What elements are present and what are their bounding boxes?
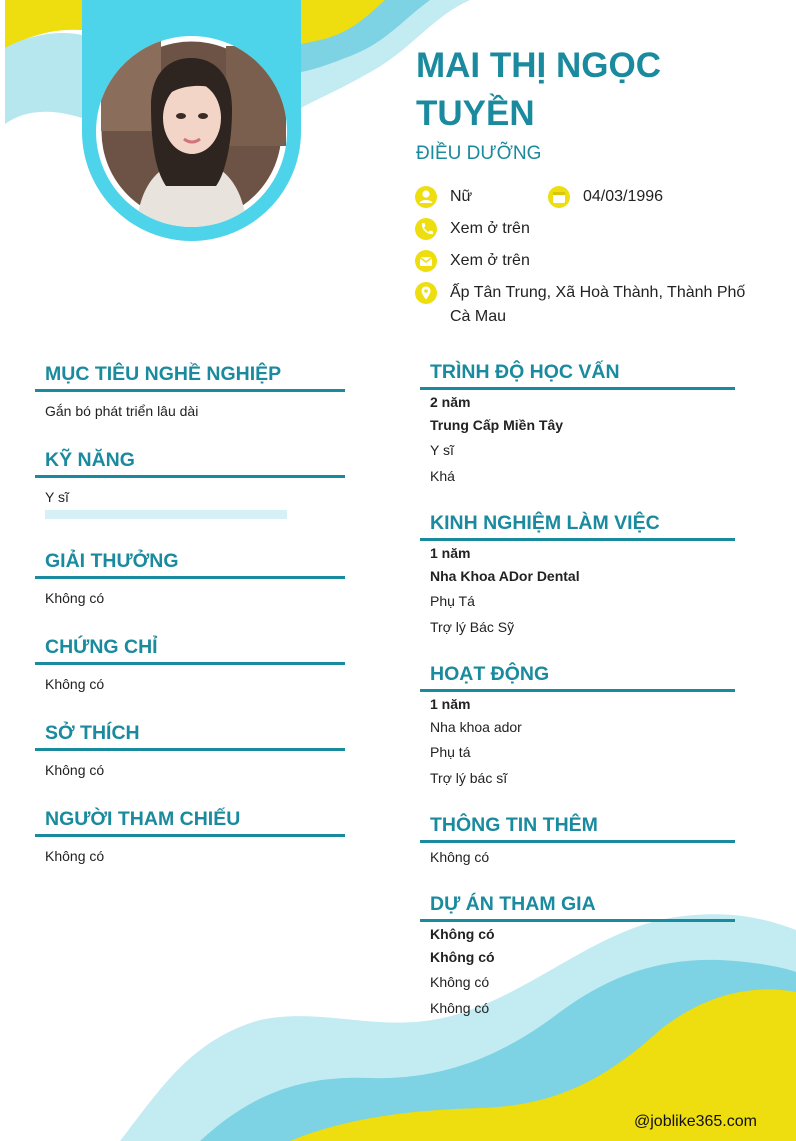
gender-value: Nữ <box>450 188 473 205</box>
extra-info-title: THÔNG TIN THÊM <box>430 814 598 836</box>
experience-role: Phụ Tá <box>430 593 475 609</box>
objective-text: Gắn bó phát triển lâu dài <box>45 403 199 419</box>
experience-divider <box>420 538 735 541</box>
projects-title: DỰ ÁN THAM GIA <box>430 893 596 915</box>
extra-info-text: Không có <box>430 849 490 865</box>
phone-row <box>414 217 714 241</box>
address-row <box>414 281 774 331</box>
projects-line-1: Không có <box>430 926 495 942</box>
gender-row <box>414 185 544 209</box>
skills-title: KỸ NĂNG <box>45 449 135 471</box>
candidate-position: ĐIỀU DƯỠNG <box>416 143 542 164</box>
activities-description: Trợ lý bác sĩ <box>430 770 508 786</box>
birthday-value: 04/03/1996 <box>583 188 664 205</box>
skills-divider <box>35 475 345 478</box>
projects-line-4: Không có <box>430 1000 490 1016</box>
hobbies-divider <box>35 748 345 751</box>
activities-duration: 1 năm <box>430 696 471 712</box>
mail-icon <box>414 249 438 273</box>
projects-divider <box>420 919 735 922</box>
extra-info-divider <box>420 840 735 843</box>
candidate-name: MAI THỊ NGỌC TUYỀN <box>416 46 661 133</box>
email-row <box>414 249 714 273</box>
objective-divider <box>35 389 345 392</box>
top-left-blue-wave <box>5 33 82 124</box>
awards-divider <box>35 576 345 579</box>
calendar-icon <box>547 185 571 209</box>
education-grade: Khá <box>430 468 455 484</box>
education-divider <box>420 387 735 390</box>
references-divider <box>35 834 345 837</box>
experience-duration: 1 năm <box>430 545 471 561</box>
references-title: NGƯỜI THAM CHIẾU <box>45 808 241 830</box>
education-title: TRÌNH ĐỘ HỌC VẤN <box>430 361 620 383</box>
email-value[interactable]: Xem ở trên <box>450 252 530 269</box>
hobbies-title: SỞ THÍCH <box>45 722 140 744</box>
phone-icon <box>414 217 438 241</box>
experience-description: Trợ lý Bác Sỹ <box>430 619 515 635</box>
address-value: Ấp Tân Trung, Xã Hoà Thành, Thành Phố Cà Mau <box>450 284 746 325</box>
activities-organization: Nha khoa ador <box>430 719 522 735</box>
awards-title: GIẢI THƯỞNG <box>45 550 179 572</box>
activities-divider <box>420 689 735 692</box>
projects-line-3: Không có <box>430 974 490 990</box>
experience-title: KINH NGHIỆM LÀM VIỆC <box>430 512 660 534</box>
awards-text: Không có <box>45 590 105 606</box>
certificates-text: Không có <box>45 676 105 692</box>
phone-value[interactable]: Xem ở trên <box>450 220 530 237</box>
location-pin-icon <box>414 281 438 305</box>
hobbies-text: Không có <box>45 762 105 778</box>
education-duration: 2 năm <box>430 394 471 410</box>
references-text: Không có <box>45 848 105 864</box>
activities-role: Phụ tá <box>430 744 471 760</box>
avatar <box>96 36 287 227</box>
footer-brand: @joblike365.com <box>634 1113 757 1130</box>
experience-company: Nha Khoa ADor Dental <box>430 568 580 584</box>
user-icon <box>414 185 438 209</box>
activities-title: HOẠT ĐỘNG <box>430 663 550 685</box>
education-school: Trung Cấp Miền Tây <box>430 417 564 433</box>
certificates-divider <box>35 662 345 665</box>
education-major: Y sĩ <box>430 442 454 458</box>
objective-title: MỤC TIÊU NGHỀ NGHIỆP <box>45 363 282 385</box>
projects-line-2: Không có <box>430 949 495 965</box>
certificates-title: CHỨNG CHỈ <box>45 636 158 658</box>
birthday-row <box>547 185 767 209</box>
skill-level-bar <box>45 510 287 519</box>
skill-name: Y sĩ <box>45 489 69 505</box>
